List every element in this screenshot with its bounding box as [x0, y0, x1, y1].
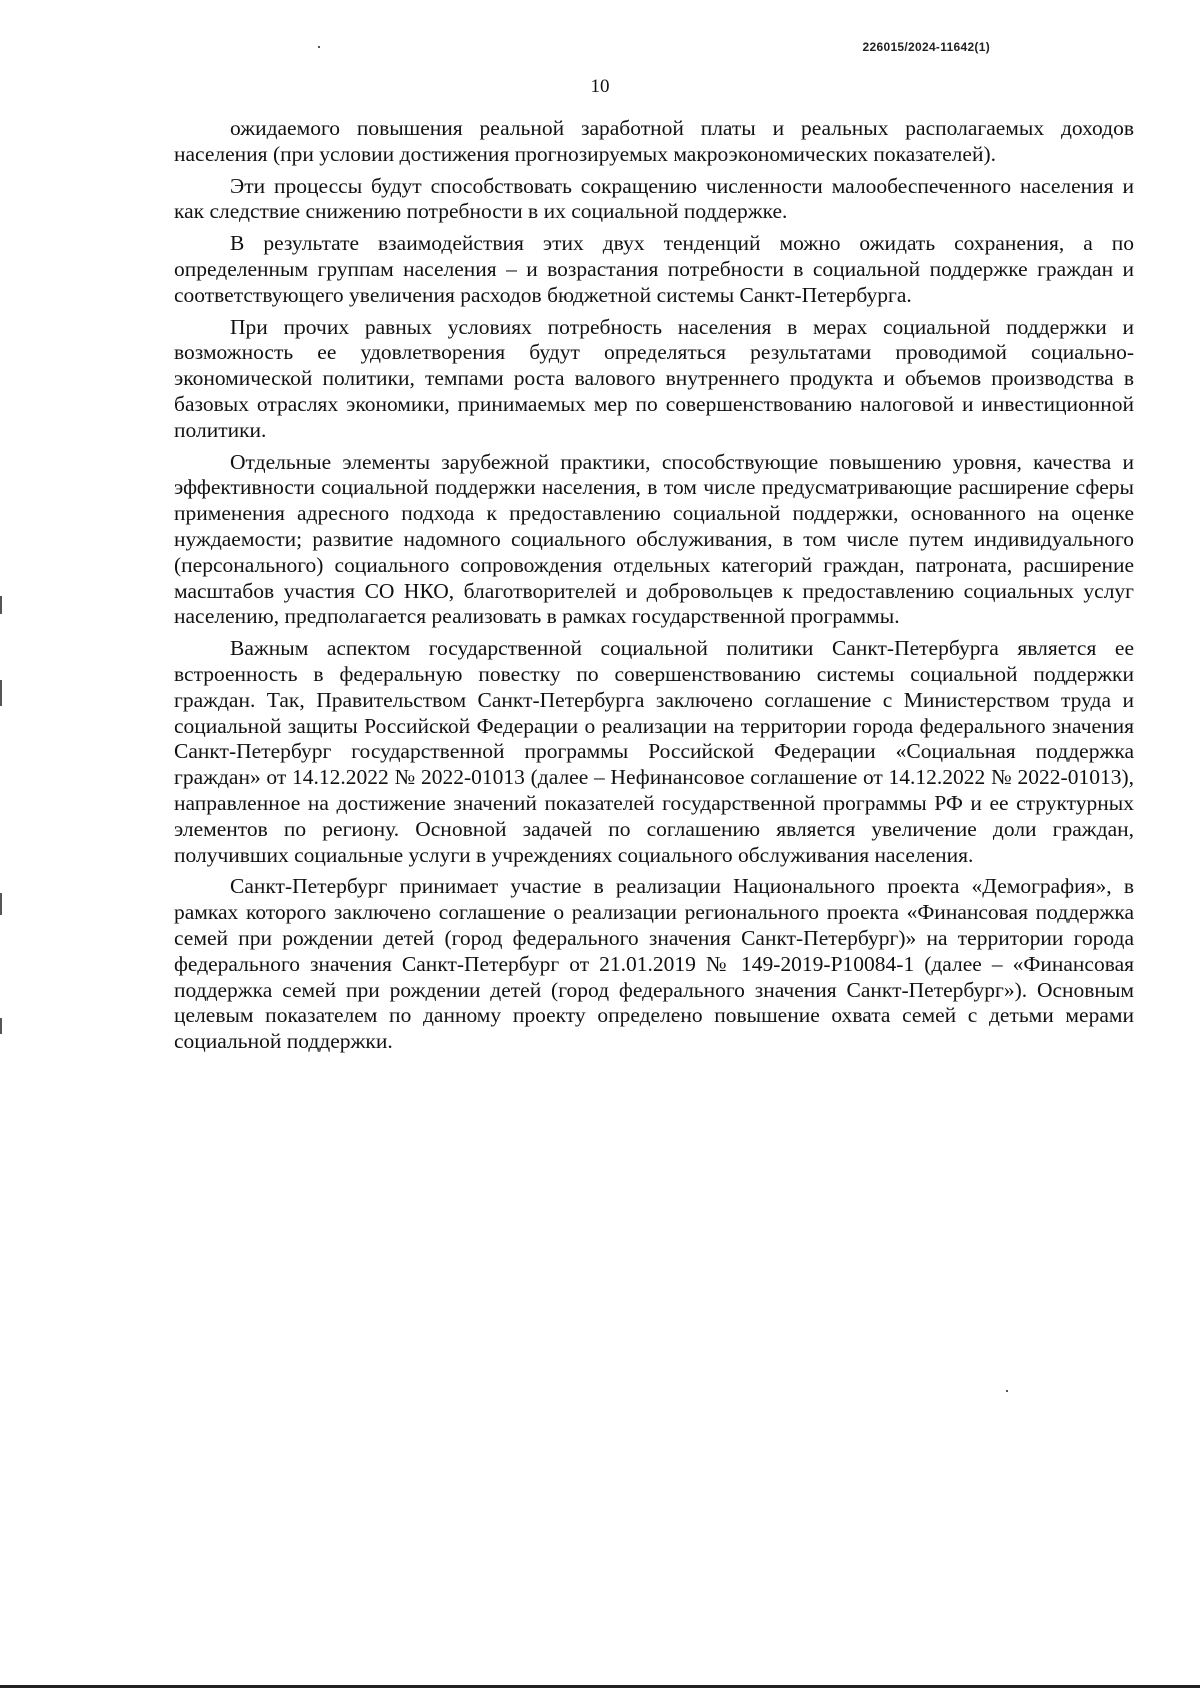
- paragraph-6: Важным аспектом государственной социальной политики Санкт-Петербурга является ее встроенность в федеральную повестку по совершенствованию системы социальной поддержки граждан. Так, Правительством Санкт-Петербурга заключено соглашение с Министерством труда и социальной защиты Российской Федерации о реализации на территории города федерального значения Санкт-Петербург государственной программы Российской Федерации «Социальная поддержка граждан» от 14.12.2022 № 2022-01013 (далее – Нефинансовое соглашение от 14.12.2022 № 2022-01013), направленное на достижение значений показателей государственной программы РФ и ее структурных элементов по региону. Основной задачей по соглашению является увеличение доли граждан, получивших социальные услуги в учреждениях социального обслуживания населения.: [174, 636, 1134, 867]
- scan-margin-mark: [0, 1018, 2, 1034]
- scan-margin-mark: [0, 893, 2, 915]
- paragraph-4: При прочих равных условиях потребность населения в мерах социальной поддержки и возможность ее удовлетворения будут определяться результатами проводимой социально-экономической политики, темпами роста валового внутреннего продукта и объемов производства в базовых отраслях экономики, принимаемых мер по совершенствованию налоговой и инвестиционной политики.: [174, 314, 1134, 442]
- paragraph-3: В результате взаимодействия этих двух тенденций можно ожидать сохранения, а по определенным группам населения – и возрастания потребности в социальной поддержке граждан и соответствующего увеличения расходов бюджетной системы Санкт-Петербурга.: [174, 231, 1134, 307]
- scan-speck: [1006, 1390, 1008, 1392]
- paragraph-5: Отдельные элементы зарубежной практики, способствующие повышению уровня, качества и эффективности социальной поддержки населения, в том числе предусматривающие расширение сферы применения адресного подхода к предоставлению социальной поддержки, основанного на оценке нуждаемости; развитие надомного социального обслуживания, в том числе путем индивидуального (персонального) социального сопровождения отдельных категорий граждан, патроната, расширение масштабов участия СО НКО, благотворителей и добровольцев к предоставлению социальных услуг населению, предполагается реализовать в рамках государственной программы.: [174, 449, 1134, 629]
- page-number: 10: [590, 76, 610, 97]
- paragraph-2: Эти процессы будут способствовать сокращению численности малообеспеченного населения и как следствие снижению потребности в их социальной поддержке.: [174, 173, 1134, 224]
- scan-margin-mark: [0, 680, 2, 706]
- paragraph-1: ожидаемого повышения реальной заработной платы и реальных располагаемых доходов населения (при условии достижения прогнозируемых макроэкономических показателей).: [174, 116, 1134, 166]
- document-body: [174, 116, 1134, 1061]
- scan-speck: [318, 46, 320, 48]
- paragraph-7: Санкт-Петербург принимает участие в реализации Национального проекта «Демография», в рамках которого заключено соглашение о реализации регионального проекта «Финансовая поддержка семей при рождении детей (город федерального значения Санкт-Петербург)» на территории города федерального значения Санкт-Петербург от 21.01.2019 № 149-2019-Р10084-1 (далее – «Финансовая поддержка семей при рождении детей (город федерального значения Санкт-Петербург»). Основным целевым показателем по данному проекту определено повышение охвата семей с детьми мерами социальной поддержки.: [174, 874, 1134, 1054]
- scan-margin-mark: [0, 596, 2, 614]
- document-registration-number: 226015/2024-11642(1): [862, 40, 990, 54]
